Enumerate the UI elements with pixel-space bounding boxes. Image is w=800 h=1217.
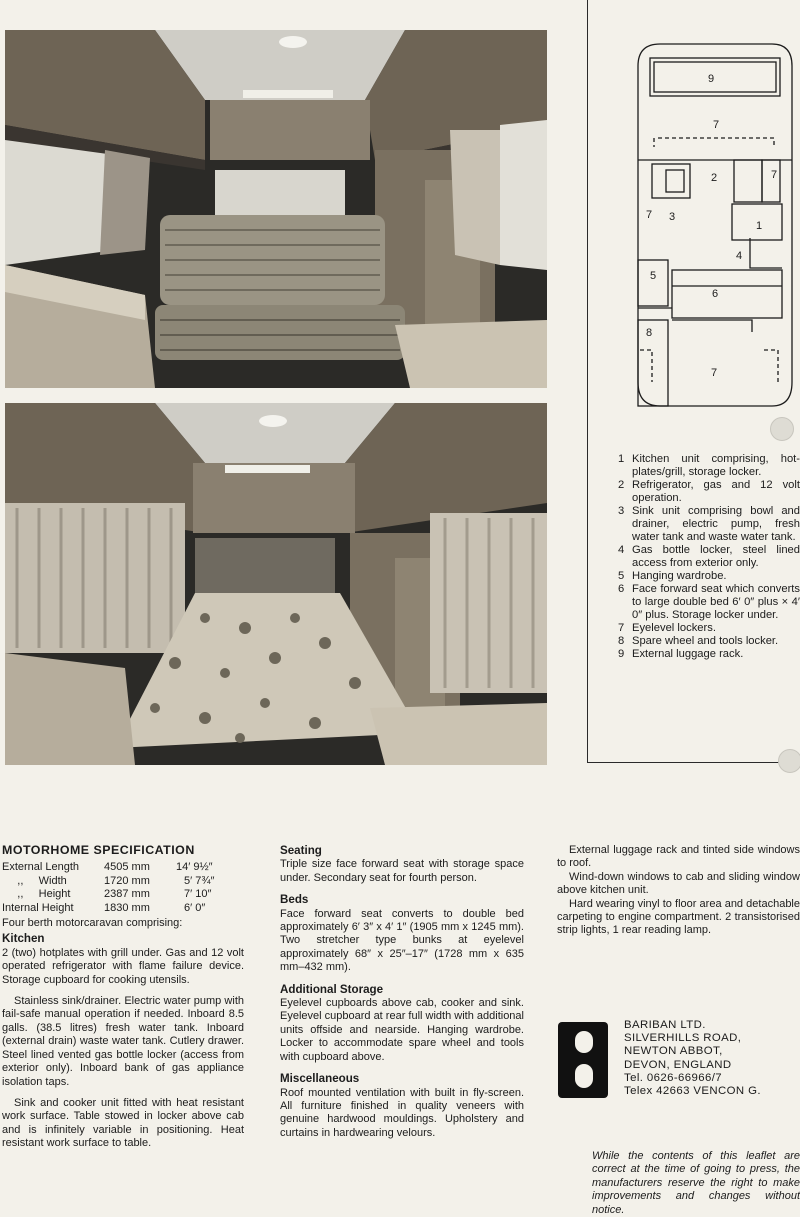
spec-title: MOTORHOME SPECIFICATION: [2, 843, 195, 857]
address-line: NEWTON ABBOT,: [624, 1045, 723, 1058]
address-line: SILVERHILLS ROAD,: [624, 1032, 742, 1045]
kitchen-paragraph: Sink and cooker unit fitted with heat resistant work surface. Table stowed in locker above cab and is infinitely variable in positioning. Heat resistant work surface to table.: [2, 1096, 244, 1150]
company-address: [624, 1019, 761, 1098]
legend-item: 8 Spare wheel and tools locker.: [618, 635, 779, 647]
extras-column: [557, 844, 800, 946]
company-logo: [558, 1022, 608, 1098]
plan-number-2: 2: [711, 172, 718, 184]
interior-photo-seat: [5, 30, 547, 388]
legend-item: 5 Hanging wardrobe.: [618, 570, 727, 582]
plan-number-7: 7: [711, 367, 718, 379]
kitchen-paragraph: Stainless sink/drainer. Electric water pump with fail-safe manual operation if needed. Inboard 8.5 galls. (38.5 litres) fresh water tank. Inboard (external drain) waste water tank. Cutlery drawer. Steel lined vented gas bottle locker (access from exterior only). Inboard bank of gas appliance isolation taps.: [2, 995, 244, 1088]
floor-plan: [632, 42, 800, 408]
extras-paragraph: External luggage rack and tinted side windows to roof.: [557, 844, 800, 870]
plan-number-7: 7: [713, 119, 720, 131]
legend-item: 2 Refrigerator, gas and 12 volt operation.: [618, 479, 800, 504]
legend-item: 1 Kitchen unit comprising, hot-plates/grill, storage locker.: [618, 453, 800, 478]
storage-heading: Additional Storage: [280, 982, 384, 996]
features-column: [280, 844, 524, 1148]
extras-paragraph: Wind-down windows to cab and sliding window above kitchen unit.: [557, 870, 800, 897]
misc-text: Roof mounted ventilation with built in fly-screen. All furniture finished in quality veneers with genuine hardwood mouldings. Upholstery and curtains in hardwearing velours.: [280, 1086, 524, 1139]
plan-number-4: 4: [736, 250, 743, 262]
seating-text: Triple size face forward seat with storage space under. Secondary seat for fourth person.: [280, 858, 524, 884]
punch-hole: [778, 749, 800, 773]
address-line: DEVON, ENGLAND: [624, 1058, 732, 1071]
plan-number-8: 8: [646, 327, 653, 339]
seating-heading: Seating: [280, 844, 322, 857]
plan-number-7: 7: [646, 209, 653, 221]
interior-photo-bed: [5, 403, 547, 765]
plan-number-7: 7: [771, 169, 778, 181]
legend-item: 9 External luggage rack.: [618, 648, 744, 660]
table-row: Internal Height 1830 mm 6′ 0″: [2, 901, 206, 914]
plan-number-3: 3: [669, 211, 676, 223]
table-row: ,, Width 1720 mm 5′ 7¾″: [2, 874, 215, 887]
legend-item: 3 Sink unit comprising bowl and drainer, electric pump, fresh water tank and waste water tank.: [618, 505, 800, 543]
table-row: ,, Height 2387 mm 7′ 10″: [2, 888, 212, 901]
plan-number-6: 6: [712, 288, 719, 300]
floor-plan-legend: [618, 453, 800, 661]
storage-text: Eyelevel cupboards above cab, cooker and sink. Eyelevel cupboard at rear full width with additional units offside and nearside. Hanging wardrobe. Locker to accommodate spare wheel and tools with cupboard above.: [280, 997, 524, 1063]
frame-line: [587, 762, 800, 763]
plan-number-5: 5: [650, 270, 657, 282]
misc-heading: Miscellaneous: [280, 1072, 360, 1086]
dimensions-table: [2, 861, 214, 915]
frame-line: [587, 0, 588, 762]
legend-item: 7 Eyelevel lockers.: [618, 622, 716, 634]
kitchen-paragraph: 2 (two) hotplates with grill under. Gas and 12 volt operated refrigerator with flame failure device. Storage cupboard for cooking utensils.: [2, 946, 244, 986]
extras-paragraph: Hard wearing vinyl to floor area and detachable carpeting to engine compartment. 2 transistorised strip lights, 1 rear reading lamp.: [557, 897, 800, 937]
disclaimer: While the contents of this leaflet are correct at the time of going to press, the manufacturers reserve the right to make improvements and changes without notice.: [592, 1150, 800, 1216]
spec-intro: Four berth motorcaravan comprising:: [2, 917, 183, 930]
telex: Telex 42663 VENCON G.: [624, 1085, 761, 1098]
beds-heading: Beds: [280, 893, 309, 907]
plan-number-1: 1: [756, 220, 763, 232]
legend-item: 6 Face forward seat which converts to large double bed 6′ 0″ plus × 4′ 0″ plus. Storage locker under.: [618, 583, 800, 621]
kitchen-heading: Kitchen: [2, 932, 45, 946]
phone: Tel. 0626-66966/7: [624, 1071, 722, 1084]
company-name: BARIBAN LTD.: [624, 1019, 706, 1031]
plan-number-9: 9: [708, 73, 715, 85]
spec-column: [2, 844, 244, 1159]
punch-hole: [770, 417, 794, 441]
beds-text: Face forward seat converts to double bed approximately 6′ 3″ x 4′ 1″ (1905 mm x 1245 mm). Two stretcher type bunks at eyelevel approximately 68″ x 25″–17″ (1728 mm x 635 mm–432 mm).: [280, 907, 524, 974]
table-row: External Length 4505 mm 14′ 9½″: [2, 861, 213, 874]
legend-item: 4 Gas bottle locker, steel lined access from exterior only.: [618, 544, 800, 569]
